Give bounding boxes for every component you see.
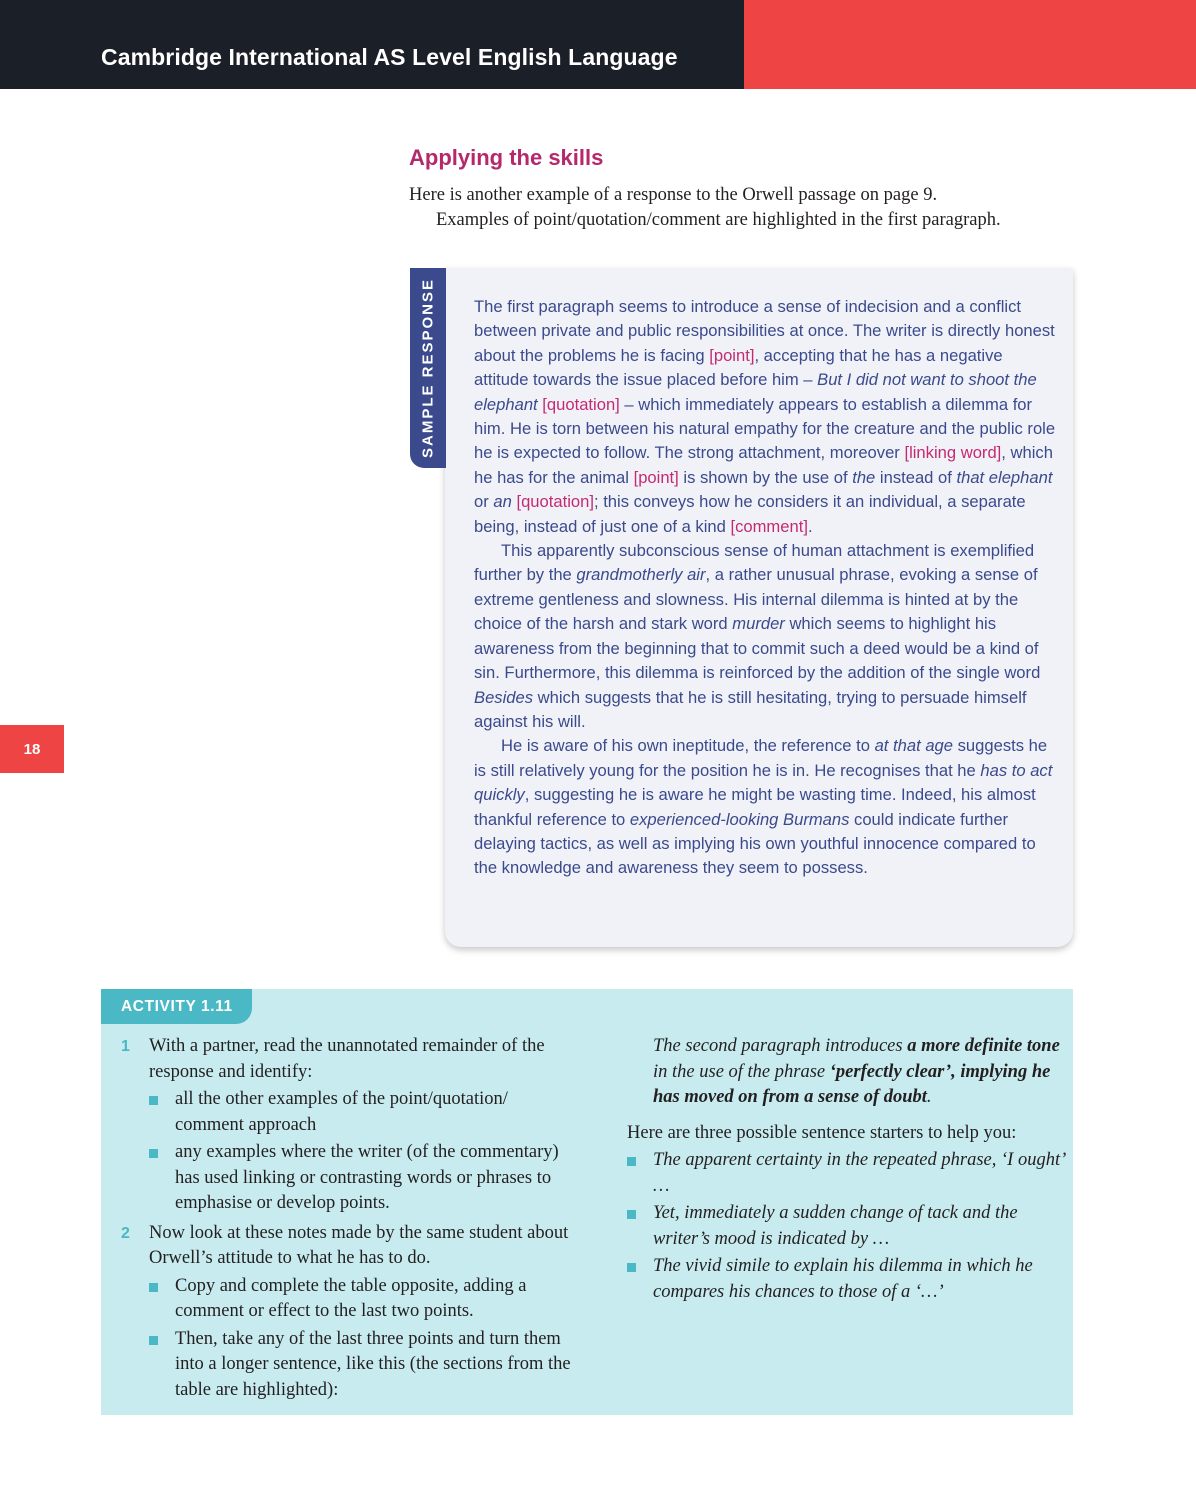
square-bullet-icon	[627, 1210, 636, 1219]
text-run: instead of	[875, 467, 957, 487]
text-run: , which he has for the animal	[474, 443, 1053, 487]
text-run: ; this conveys how he considers it an individual, a separate being, instead of just one of a kind	[474, 492, 1026, 536]
question-text: With a partner, read the unannotated remainder of the response and identify:	[149, 1036, 545, 1082]
quote-text: has to act quickly	[474, 760, 1053, 805]
example-sentence	[627, 1034, 1067, 1111]
text-run: is shown by the use of	[678, 467, 853, 487]
question-text: Now look at these notes made by the same student about Orwell’s attitude to what he has to do.	[149, 1222, 569, 1268]
text-run: which suggests that he is still hesitating, trying to persuade himself against his will.	[474, 687, 1027, 731]
book-title: Cambridge International AS Level English Language	[101, 44, 678, 70]
text-run: , a rather unusual phrase, evoking a sense of extreme gentleness and slowness. His internal dilemma is hinted at by the choice of the harsh and stark word	[474, 565, 1038, 634]
question-number: 1	[121, 1038, 130, 1055]
square-bullet-icon	[149, 1283, 158, 1292]
text-run: .	[926, 1087, 932, 1107]
text-run: suggests he is still relatively young for the position he is in. He recognises that he	[474, 736, 1048, 780]
highlight-comment: [comment]	[730, 516, 808, 536]
bullet-text: all the other examples of the point/quotation/ comment approach	[175, 1089, 508, 1135]
intro-line-1: Here is another example of a response to the Orwell passage on page 9.	[409, 185, 938, 205]
text-run: which seems to highlight his awareness from the beginning that to commit such a deed would be a kind of sin. Furthermore, this dilemma is reinforced by the addition of the single word	[474, 614, 1041, 683]
sample-paragraph-3	[474, 734, 1056, 880]
highlight-point: [point]	[709, 345, 755, 365]
highlight-point: [point]	[633, 467, 679, 487]
starters-intro: Here are three possible sentence starters to help you:	[627, 1122, 1017, 1143]
bullet-text: Copy and complete the table opposite, adding a comment or effect to the last two points.	[175, 1275, 527, 1321]
activity-label: ACTIVITY 1.11	[101, 989, 252, 1024]
highlighted-phrase: a more definite tone	[907, 1036, 1060, 1056]
highlight-quotation: [quotation]	[516, 492, 594, 512]
text-run: .	[807, 516, 813, 536]
highlighted-phrase: ‘perfectly clear’, implying he has moved on from a sense of doubt	[653, 1061, 1051, 1107]
starter-text: The vivid simile to explain his dilemma in which he compares his chances to those of a ‘…’	[653, 1256, 1033, 1302]
quote-text: Besides	[474, 687, 534, 707]
activity-question-2	[121, 1221, 579, 1404]
highlight-quotation: [quotation]	[542, 394, 620, 414]
sample-response-text	[474, 295, 1056, 881]
starter-text: The apparent certainty in the repeated phrase, ‘I ought’ …	[653, 1150, 1065, 1196]
quote-text: an	[493, 492, 512, 512]
quote-text: But I did not want to shoot the elephant	[474, 370, 1037, 414]
square-bullet-icon	[627, 1263, 636, 1272]
list-item	[149, 1140, 579, 1217]
list-item	[149, 1274, 579, 1325]
square-bullet-icon	[627, 1157, 636, 1166]
page-number: 18	[0, 725, 64, 773]
quote-text: murder	[732, 614, 785, 634]
square-bullet-icon	[149, 1096, 158, 1105]
quote-text: the	[852, 467, 876, 487]
question-number: 2	[121, 1224, 130, 1242]
text-run: , suggesting he is aware he might be wasting time. Indeed, his almost thankful reference to	[474, 785, 1036, 829]
square-bullet-icon	[149, 1336, 158, 1345]
text-run: The second paragraph introduces	[653, 1036, 908, 1056]
section-heading: Applying the skills	[409, 145, 604, 170]
bullet-text: any examples where the writer (of the commentary) has used linking or contrasting words or phrases to emphasise or develop points.	[175, 1142, 559, 1213]
list-item	[627, 1148, 1067, 1199]
list-item	[149, 1327, 579, 1404]
sample-response-label: SAMPLE RESPONSE	[419, 277, 437, 459]
activity-left-column	[121, 1034, 579, 1403]
quote-text: at that age	[874, 736, 954, 756]
starter-text: Yet, immediately a sudden change of tack and the writer’s mood is indicated by …	[653, 1203, 1018, 1249]
list-item	[149, 1087, 579, 1138]
list-item	[627, 1254, 1067, 1305]
bullet-text: Then, take any of the last three points and turn them into a longer sentence, like this (the sections from the table are highlighted):	[175, 1328, 571, 1400]
text-run: in the use of the phrase	[653, 1061, 830, 1082]
quote-text: that elephant	[956, 467, 1053, 487]
text-run: could indicate further delaying tactics, as well as implying his own youthful innocence compared to the knowledge and awareness they seem to possess.	[474, 809, 1036, 878]
text-run: This apparently subconscious sense of human attachment is exemplified further by the	[474, 541, 1035, 585]
highlight-linking-word: [linking word]	[904, 443, 1002, 463]
sample-response-tab	[410, 268, 446, 468]
text-run: The first paragraph seems to introduce a sense of indecision and a conflict between private and public responsibilities at once. The writer is directly honest about the problems he is facing	[474, 297, 1055, 365]
quote-text: grandmotherly air	[576, 565, 706, 585]
activity-question-1	[121, 1034, 579, 1217]
text-run: – which immediately appears to establish a dilemma for him. He is torn between his natural empathy for the creature and the public role he is expected to follow. The strong attachment, moreover	[474, 394, 1056, 463]
intro-line-2: Examples of point/quotation/comment are highlighted in the first paragraph.	[436, 210, 1001, 230]
header-accent-block	[744, 0, 1196, 89]
list-item	[627, 1201, 1067, 1252]
text-run: or	[474, 492, 494, 512]
text-run: He is aware of his own ineptitude, the reference to	[501, 736, 875, 756]
square-bullet-icon	[149, 1149, 158, 1158]
text-run: , accepting that he has a negative attitude towards the issue placed before him –	[474, 345, 1003, 390]
activity-right-column	[627, 1034, 1067, 1305]
sample-paragraph-2	[474, 539, 1056, 734]
sample-paragraph-1	[474, 295, 1056, 539]
quote-text: experienced-looking Burmans	[629, 809, 850, 829]
